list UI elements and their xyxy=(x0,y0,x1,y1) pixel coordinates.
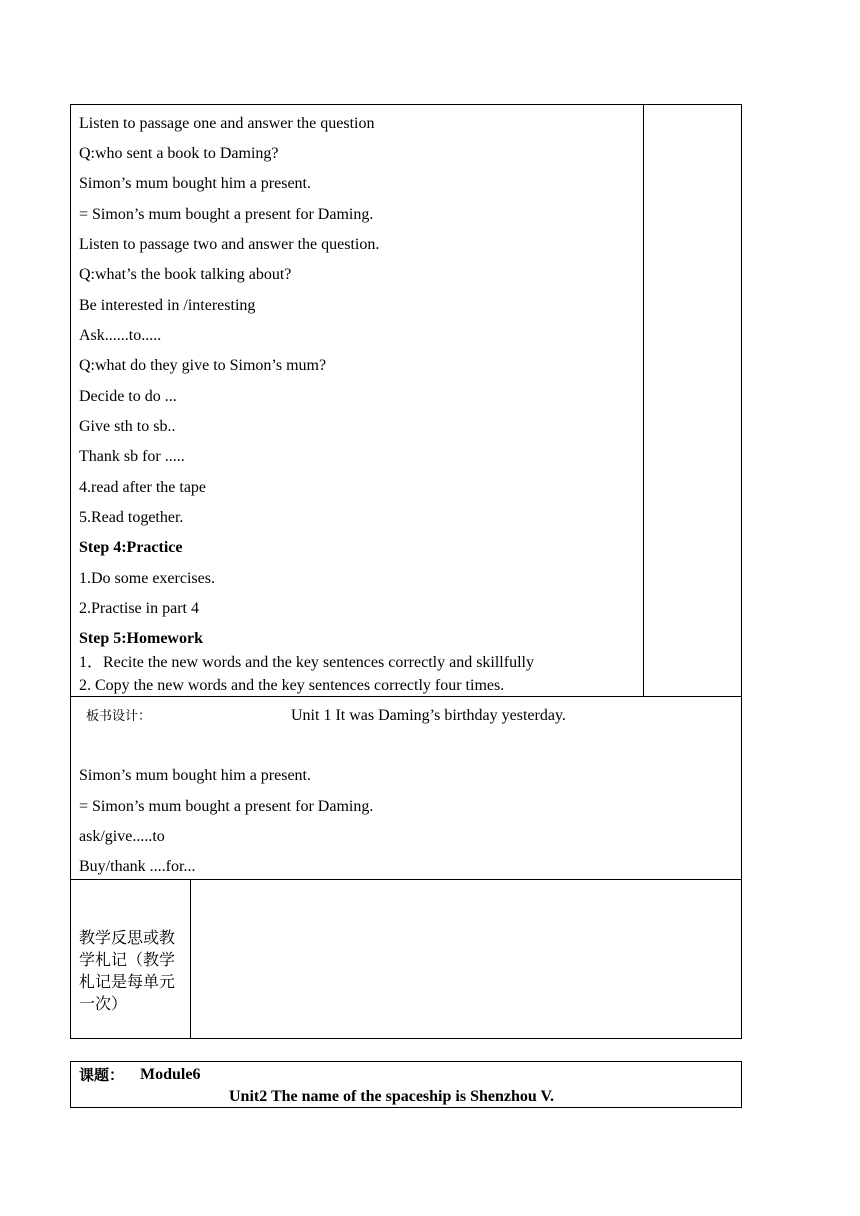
step5-item-2: 2. Copy the new words and the key sentences correctly four times. xyxy=(79,677,505,694)
section-divider-1 xyxy=(70,696,742,697)
board-design-title: Unit 1 It was Daming’s birthday yesterday. xyxy=(291,707,566,724)
step3-line-10: Decide to do ... xyxy=(79,388,177,405)
step5-item-1: 1．Recite the new words and the key sentences correctly and skillfully xyxy=(79,654,534,671)
reflection-label-line-2: 学札记（教学 xyxy=(79,950,176,969)
section-divider-2 xyxy=(70,879,742,880)
board-line-3: ask/give.....to xyxy=(79,828,165,845)
step4-item-2: 2.Practise in part 4 xyxy=(79,600,199,617)
board-line-2: = Simon’s mum bought a present for Daming. xyxy=(79,798,374,815)
reflection-label-line-1: 教学反思或教 xyxy=(79,928,176,947)
step3-line-9: Q:what do they give to Simon’s mum? xyxy=(79,357,327,374)
step3-line-5: Listen to passage two and answer the question. xyxy=(79,236,380,253)
step3-line-2: Q:who sent a book to Daming? xyxy=(79,145,279,162)
step3-line-7: Be interested in /interesting xyxy=(79,297,256,314)
step3-line-12: Thank sb for ..... xyxy=(79,448,185,465)
step4-item-1: 1.Do some exercises. xyxy=(79,570,215,587)
step3-line-3: Simon’s mum bought him a present. xyxy=(79,175,311,192)
step3-line-11: Give sth to sb.. xyxy=(79,418,176,435)
reflection-label-line-3: 札记是每单元 xyxy=(79,972,176,991)
step3-line-8: Ask......to..... xyxy=(79,327,162,344)
step3-line-14: 5.Read together. xyxy=(79,509,184,526)
step3-line-4: = Simon’s mum bought a present for Daming. xyxy=(79,206,374,223)
step5-heading: Step 5:Homework xyxy=(79,630,203,647)
step4-heading: Step 4:Practice xyxy=(79,539,183,556)
right-column-divider xyxy=(643,104,644,697)
reflection-label-line-4: 一次） xyxy=(79,994,128,1013)
step3-line-6: Q:what’s the book talking about? xyxy=(79,266,292,283)
board-line-1: Simon’s mum bought him a present. xyxy=(79,767,311,784)
topic-label: 课题： xyxy=(79,1066,125,1084)
board-design-label: 板书设计： xyxy=(86,709,152,724)
step3-line-1: Listen to passage one and answer the question xyxy=(79,115,375,132)
topic-unit-title: Unit2 The name of the spaceship is Shenzhou V. xyxy=(229,1088,554,1105)
topic-module: Module6 xyxy=(140,1066,201,1083)
board-line-4: Buy/thank ....for... xyxy=(79,858,196,875)
reflection-divider xyxy=(190,879,191,1039)
step3-line-13: 4.read after the tape xyxy=(79,479,207,496)
